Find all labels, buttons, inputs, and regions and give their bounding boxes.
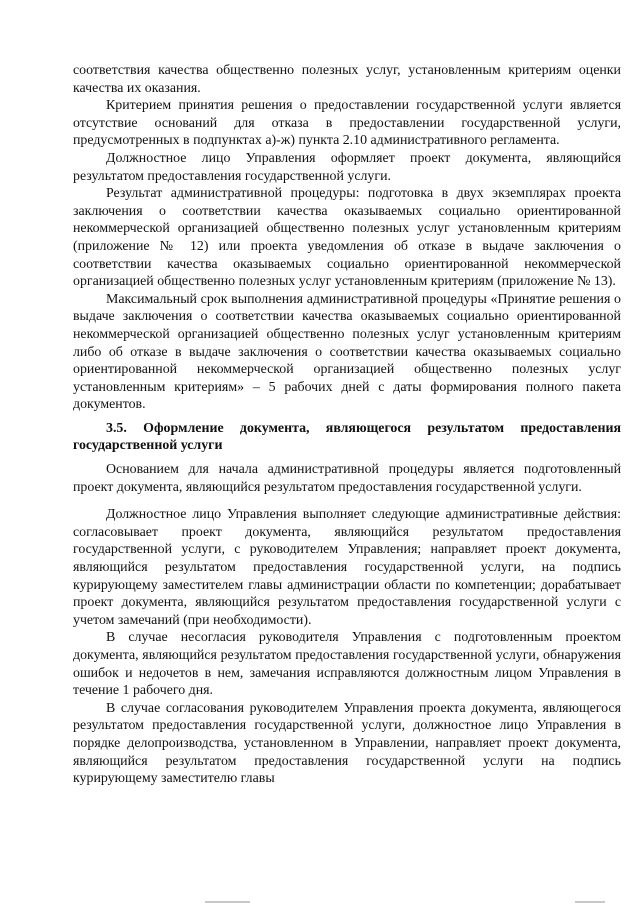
paragraph-official-draft: Должностное лицо Управления оформляет проект документа, являющийся результатом предоставления государственной услуги. (73, 150, 621, 184)
paragraph-max-term: Максимальный срок выполнения административной процедуры «Принятие решения о выдаче заключения о соответствии качества оказываемых социально ориентированной некоммерческой организацией общественно полезных услуг установленным критериям либо об отказе в выдаче заключения о соответствии качества оказываемых социально ориентированной некоммерческой организацией общественно полезных услуг установленным критериям» – 5 рабочих дней с даты формирования полного пакета документов. (73, 291, 621, 413)
paragraph-criterion: Критерием принятия решения о предоставлении государственной услуги является отсутствие оснований для отказа в предоставлении государственной услуги, предусмотренных в подпунктах а)-ж) пункта 2.10 административного регламента. (73, 98, 621, 149)
paragraph-approval: В случае согласования руководителем Управления проекта документа, являющегося результатом предоставления государственной услуги, должностное лицо Управления в порядке делопроизводства, установленном в Управлении, направляет проект документа, являющийся результатом предоставления государственной услуги на подпись курирующему заместителю главы (73, 700, 621, 787)
paragraph-procedure-result: Результат административной процедуры: подготовка в двух экземплярах проекта заключения о соответствии качества оказываемых социально ориентированной некоммерческой организацией общественно полезных услуг установленным критериям (приложение № 12) или проекта уведомления об отказе в выдаче заключения о соответствии качества оказываемых социально ориентированной некоммерческой организацией общественно полезных услуг установленным критериям (приложение № 13). (73, 186, 621, 290)
document-body (73, 62, 621, 788)
paragraph-disagreement: В случае несогласия руководителя Управления с подготовленным проектом документа, являющийся результатом предоставления государственной услуги, обнаружения ошибок и недочетов в нем, замечания исправляются должностным лицом Управления в течение 1 рабочего дня. (73, 630, 621, 699)
scan-artifact (575, 901, 605, 903)
paragraph-continuation: соответствия качества общественно полезных услуг, установленным критериям оценки качества их оказания. (73, 63, 621, 96)
paragraph-basis: Основанием для начала административной процедуры является подготовленный проект документа, являющийся результатом предоставления государственной услуги. (73, 462, 621, 495)
paragraph-official-actions: Должностное лицо Управления выполняет следующие административные действия: согласовывает проект документа, являющийся результатом предоставления государственной услуги, с руководителем Управления; направляет проект документа, являющийся результатом предоставления государственной услуги, на подпись курирующему заместителем главы администрации области по компетенции; дорабатывает проект документа, являющийся результатом предоставления государственной услуги с учетом замечаний (при необходимости). (73, 507, 621, 628)
scan-artifact (205, 901, 250, 903)
section-heading: 3.5. Оформление документа, являющегося результатом предоставления государственной услуги (73, 420, 621, 454)
